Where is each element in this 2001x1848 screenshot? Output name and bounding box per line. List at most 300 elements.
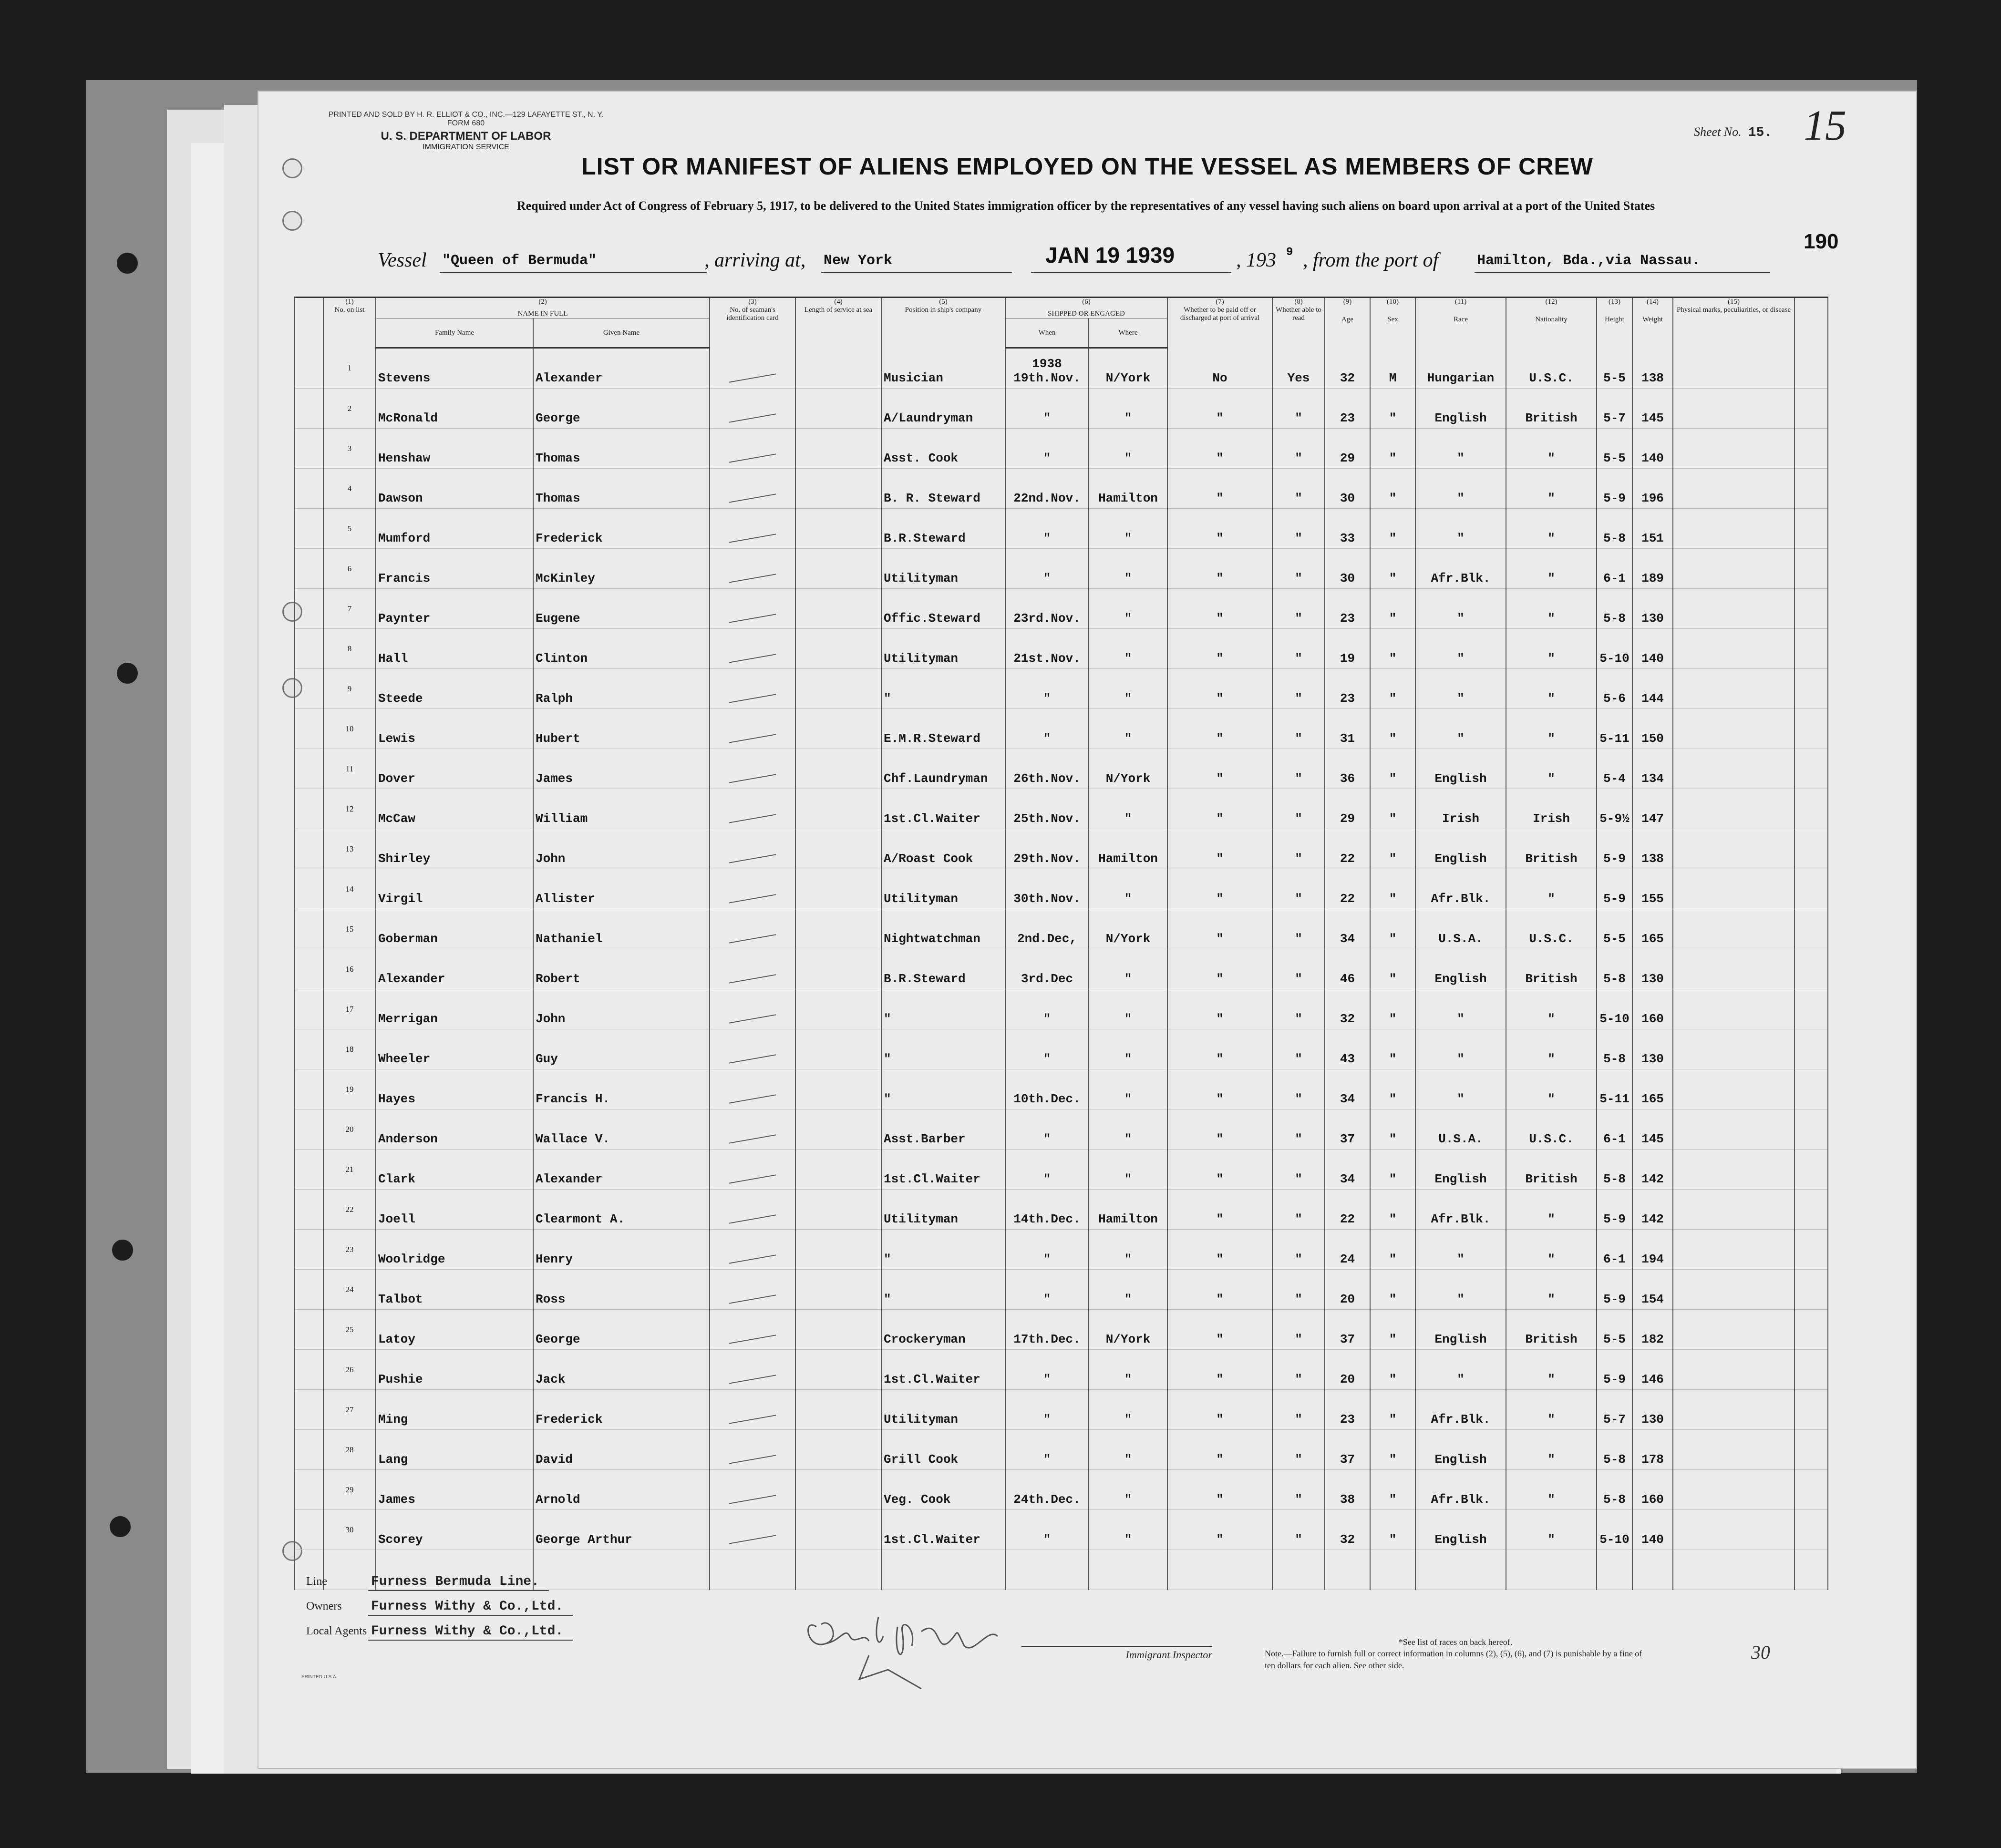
cell-mark bbox=[295, 749, 323, 789]
cell-no: 12 bbox=[323, 789, 376, 829]
cell-len bbox=[795, 749, 881, 789]
cell-when: " bbox=[1005, 549, 1089, 589]
cell-blank bbox=[1795, 1150, 1828, 1190]
cell-card bbox=[710, 669, 795, 709]
cell-family: Latoy bbox=[376, 1310, 533, 1350]
cell-race: U.S.A. bbox=[1415, 1109, 1506, 1150]
card-dash-mark bbox=[729, 1535, 776, 1544]
cell-family: Lewis bbox=[376, 709, 533, 749]
cell-weight: 145 bbox=[1632, 389, 1673, 429]
card-dash-mark bbox=[729, 694, 776, 703]
table-row bbox=[295, 348, 1828, 389]
cell-race: U.S.A. bbox=[1415, 909, 1506, 949]
cell-paid: " bbox=[1167, 1150, 1272, 1190]
cell-read: " bbox=[1272, 869, 1325, 909]
cell-race: " bbox=[1415, 589, 1506, 629]
cell-len bbox=[795, 1510, 881, 1550]
cell-when: " bbox=[1005, 1270, 1089, 1310]
cell-position: Utilityman bbox=[881, 1390, 1005, 1430]
table-row bbox=[295, 469, 1828, 509]
cell-marks bbox=[1673, 589, 1795, 629]
cell-marks bbox=[1673, 989, 1795, 1029]
cell-height: 5-5 bbox=[1597, 348, 1632, 389]
cell-height: 5-7 bbox=[1597, 389, 1632, 429]
date-underline bbox=[1031, 272, 1231, 273]
cell-read: " bbox=[1272, 1029, 1325, 1069]
cell-race: English bbox=[1415, 949, 1506, 989]
cell-given: Frederick bbox=[533, 1390, 710, 1430]
card-dash-mark bbox=[729, 493, 776, 503]
cell-empty bbox=[1597, 1550, 1632, 1590]
cell-len bbox=[795, 989, 881, 1029]
cell-where: " bbox=[1089, 1470, 1167, 1510]
cell-when: " bbox=[1005, 509, 1089, 549]
cell-weight: 154 bbox=[1632, 1270, 1673, 1310]
cell-when: " bbox=[1005, 1350, 1089, 1390]
table-row bbox=[295, 1069, 1828, 1109]
cell-height: 5-9 bbox=[1597, 1350, 1632, 1390]
table-row bbox=[295, 829, 1828, 869]
cell-age: 33 bbox=[1325, 509, 1370, 549]
cell-card bbox=[710, 1350, 795, 1390]
footer-line bbox=[306, 1574, 573, 1599]
cell-card bbox=[710, 869, 795, 909]
cell-sex: M bbox=[1370, 348, 1415, 389]
cell-age: 32 bbox=[1325, 989, 1370, 1029]
cell-mark bbox=[295, 989, 323, 1029]
cell-age: 23 bbox=[1325, 1390, 1370, 1430]
cell-age: 37 bbox=[1325, 1430, 1370, 1470]
cell-len bbox=[795, 949, 881, 989]
cell-nat: " bbox=[1506, 1230, 1597, 1270]
cell-position: Veg. Cook bbox=[881, 1470, 1005, 1510]
sheet-number-label: Sheet No. bbox=[1694, 125, 1742, 139]
cell-when: 23rd.Nov. bbox=[1005, 589, 1089, 629]
table-row bbox=[295, 1470, 1828, 1510]
cell-weight: 140 bbox=[1632, 1510, 1673, 1550]
cell-no: 19 bbox=[323, 1069, 376, 1109]
cell-where: " bbox=[1089, 949, 1167, 989]
footer-note bbox=[1265, 1636, 1646, 1671]
cell-no: 2 bbox=[323, 389, 376, 429]
cell-blank bbox=[1795, 1310, 1828, 1350]
cell-sex: " bbox=[1370, 1470, 1415, 1510]
cell-family: Dover bbox=[376, 749, 533, 789]
cell-marks bbox=[1673, 1109, 1795, 1150]
table-row bbox=[295, 669, 1828, 709]
cell-height: 5-8 bbox=[1597, 1430, 1632, 1470]
cell-weight: 130 bbox=[1632, 1029, 1673, 1069]
sheet-number-value: 15. bbox=[1748, 125, 1773, 140]
cell-paid: " bbox=[1167, 789, 1272, 829]
cell-when: 21st.Nov. bbox=[1005, 629, 1089, 669]
cell-race: " bbox=[1415, 1350, 1506, 1390]
printer-line: PRINTED AND SOLD BY H. R. ELLIOT & CO., INC.—129 LAFAYETTE ST., N. Y. bbox=[328, 111, 604, 119]
cell-marks bbox=[1673, 549, 1795, 589]
cell-weight: 182 bbox=[1632, 1310, 1673, 1350]
cell-position: Utilityman bbox=[881, 629, 1005, 669]
cell-no: 14 bbox=[323, 869, 376, 909]
card-dash-mark bbox=[729, 1495, 776, 1504]
cell-read: " bbox=[1272, 589, 1325, 629]
cell-read: " bbox=[1272, 1390, 1325, 1430]
cell-no: 3 bbox=[323, 429, 376, 469]
cell-card bbox=[710, 429, 795, 469]
cell-given: Henry bbox=[533, 1230, 710, 1270]
card-dash-mark bbox=[729, 1014, 776, 1023]
cell-mark bbox=[295, 1069, 323, 1109]
cell-mark bbox=[295, 829, 323, 869]
cell-read: " bbox=[1272, 669, 1325, 709]
cell-weight: 178 bbox=[1632, 1430, 1673, 1470]
cell-paid: " bbox=[1167, 469, 1272, 509]
cell-where: " bbox=[1089, 549, 1167, 589]
cell-marks bbox=[1673, 709, 1795, 749]
cell-read: " bbox=[1272, 629, 1325, 669]
cell-family: Pushie bbox=[376, 1350, 533, 1390]
cell-marks bbox=[1673, 1390, 1795, 1430]
cell-where: Hamilton bbox=[1089, 829, 1167, 869]
col-number: (1) No. on list bbox=[323, 298, 376, 348]
cell-nat: " bbox=[1506, 989, 1597, 1029]
table-row bbox=[295, 1109, 1828, 1150]
table-row bbox=[295, 909, 1828, 949]
cell-marks bbox=[1673, 909, 1795, 949]
cell-where: " bbox=[1089, 989, 1167, 1029]
cell-read: " bbox=[1272, 389, 1325, 429]
cell-race: " bbox=[1415, 1069, 1506, 1109]
cell-age: 20 bbox=[1325, 1350, 1370, 1390]
card-dash-mark bbox=[729, 934, 776, 943]
cell-where: N/York bbox=[1089, 1310, 1167, 1350]
cell-race: Afr.Blk. bbox=[1415, 1390, 1506, 1430]
cell-given: Francis H. bbox=[533, 1069, 710, 1109]
cell-race: English bbox=[1415, 389, 1506, 429]
cell-marks bbox=[1673, 1350, 1795, 1390]
vessel-name: "Queen of Bermuda" bbox=[442, 253, 597, 269]
cell-mark bbox=[295, 869, 323, 909]
cell-weight: 138 bbox=[1632, 829, 1673, 869]
cell-where: " bbox=[1089, 509, 1167, 549]
cell-mark bbox=[295, 1470, 323, 1510]
handwritten-sheet-number: 15 bbox=[1804, 102, 1846, 149]
cell-given: John bbox=[533, 829, 710, 869]
card-dash-mark bbox=[729, 534, 776, 543]
cell-len bbox=[795, 1150, 881, 1190]
cell-nat: U.S.C. bbox=[1506, 1109, 1597, 1150]
vessel-label: Vessel bbox=[378, 249, 427, 271]
col-where: Where bbox=[1089, 318, 1167, 348]
col-id-card: (3) No. of seaman's identification card bbox=[710, 298, 795, 348]
cell-given: Hubert bbox=[533, 709, 710, 749]
cell-sex: " bbox=[1370, 709, 1415, 749]
cell-marks bbox=[1673, 509, 1795, 549]
cell-family: McCaw bbox=[376, 789, 533, 829]
cell-mark bbox=[295, 348, 323, 389]
cell-when: 24th.Dec. bbox=[1005, 1470, 1089, 1510]
cell-read: " bbox=[1272, 549, 1325, 589]
table-row bbox=[295, 1390, 1828, 1430]
cell-no: 22 bbox=[323, 1190, 376, 1230]
table-row bbox=[295, 389, 1828, 429]
cell-sex: " bbox=[1370, 509, 1415, 549]
form-number: FORM 680 bbox=[447, 119, 485, 127]
table-row bbox=[295, 1270, 1828, 1310]
col-when: When bbox=[1005, 318, 1089, 348]
cell-read: " bbox=[1272, 1470, 1325, 1510]
cell-where: " bbox=[1089, 1109, 1167, 1150]
cell-when: " bbox=[1005, 989, 1089, 1029]
cell-nat: " bbox=[1506, 469, 1597, 509]
col-age: (9) Age bbox=[1325, 298, 1370, 348]
department-header bbox=[311, 130, 621, 152]
binder-ring bbox=[282, 211, 302, 231]
cell-empty bbox=[710, 1550, 795, 1590]
cell-family: Mumford bbox=[376, 509, 533, 549]
cell-read: " bbox=[1272, 789, 1325, 829]
card-dash-mark bbox=[729, 1294, 776, 1304]
cell-height: 5-9 bbox=[1597, 869, 1632, 909]
cell-paid: " bbox=[1167, 1350, 1272, 1390]
cell-age: 29 bbox=[1325, 789, 1370, 829]
sheet-number bbox=[1694, 125, 1772, 140]
col-given-name: Given Name bbox=[533, 318, 710, 348]
cell-mark bbox=[295, 389, 323, 429]
cell-mark bbox=[295, 1109, 323, 1150]
cell-position: Crockeryman bbox=[881, 1310, 1005, 1350]
cell-weight: 147 bbox=[1632, 789, 1673, 829]
cell-blank bbox=[1795, 629, 1828, 669]
card-dash-mark bbox=[729, 814, 776, 823]
cell-position: Asst. Cook bbox=[881, 429, 1005, 469]
cell-age: 46 bbox=[1325, 949, 1370, 989]
cell-blank bbox=[1795, 348, 1828, 389]
cell-where: " bbox=[1089, 1350, 1167, 1390]
cell-height: 5-8 bbox=[1597, 1029, 1632, 1069]
cell-paid: " bbox=[1167, 1390, 1272, 1430]
col-race: (11) Race bbox=[1415, 298, 1506, 348]
cell-family: Ming bbox=[376, 1390, 533, 1430]
cell-len bbox=[795, 389, 881, 429]
cell-paid: " bbox=[1167, 869, 1272, 909]
cell-card bbox=[710, 949, 795, 989]
cell-race: English bbox=[1415, 1430, 1506, 1470]
cell-paid: " bbox=[1167, 669, 1272, 709]
cell-nat: " bbox=[1506, 1470, 1597, 1510]
cell-when: 2nd.Dec, bbox=[1005, 909, 1089, 949]
cell-card bbox=[710, 348, 795, 389]
cell-card bbox=[710, 829, 795, 869]
cell-where: " bbox=[1089, 1029, 1167, 1069]
cell-position: " bbox=[881, 669, 1005, 709]
cell-paid: " bbox=[1167, 909, 1272, 949]
cell-given: Jack bbox=[533, 1350, 710, 1390]
cell-when: " bbox=[1005, 389, 1089, 429]
card-dash-mark bbox=[729, 1214, 776, 1223]
cell-read: Yes bbox=[1272, 348, 1325, 389]
cell-height: 5-4 bbox=[1597, 749, 1632, 789]
cell-mark bbox=[295, 469, 323, 509]
cell-position: A/Laundryman bbox=[881, 389, 1005, 429]
cell-no: 15 bbox=[323, 909, 376, 949]
cell-where: " bbox=[1089, 1069, 1167, 1109]
cell-family: Stevens bbox=[376, 348, 533, 389]
cell-mark bbox=[295, 669, 323, 709]
table-row bbox=[295, 949, 1828, 989]
cell-len bbox=[795, 789, 881, 829]
cell-blank bbox=[1795, 1390, 1828, 1430]
cell-nat: British bbox=[1506, 389, 1597, 429]
cell-race: Hungarian bbox=[1415, 348, 1506, 389]
cell-weight: 134 bbox=[1632, 749, 1673, 789]
cell-position: B.R.Steward bbox=[881, 949, 1005, 989]
cell-mark bbox=[295, 509, 323, 549]
cell-family: Clark bbox=[376, 1150, 533, 1190]
cell-mark bbox=[295, 1150, 323, 1190]
cell-position: Asst.Barber bbox=[881, 1109, 1005, 1150]
cell-given: Allister bbox=[533, 869, 710, 909]
cell-card bbox=[710, 1029, 795, 1069]
card-dash-mark bbox=[729, 1094, 776, 1103]
card-dash-mark bbox=[729, 1054, 776, 1063]
cell-family: Joell bbox=[376, 1190, 533, 1230]
cell-age: 23 bbox=[1325, 589, 1370, 629]
year-digit: 9 bbox=[1286, 246, 1293, 259]
cell-where: " bbox=[1089, 429, 1167, 469]
cell-nat: " bbox=[1506, 749, 1597, 789]
cell-sex: " bbox=[1370, 1150, 1415, 1190]
cell-position: B.R.Steward bbox=[881, 509, 1005, 549]
cell-marks bbox=[1673, 749, 1795, 789]
table-row bbox=[295, 1029, 1828, 1069]
cell-position: B. R. Steward bbox=[881, 469, 1005, 509]
cell-height: 5-5 bbox=[1597, 909, 1632, 949]
cell-family: Woolridge bbox=[376, 1230, 533, 1270]
cell-when bbox=[1005, 348, 1089, 389]
cell-len bbox=[795, 589, 881, 629]
cell-paid: " bbox=[1167, 1510, 1272, 1550]
cell-height: 5-9 bbox=[1597, 1270, 1632, 1310]
cell-read: " bbox=[1272, 429, 1325, 469]
cell-height: 5-11 bbox=[1597, 1069, 1632, 1109]
col-service-length: (4) Length of service at sea bbox=[795, 298, 881, 348]
table-row bbox=[295, 589, 1828, 629]
cell-age: 19 bbox=[1325, 629, 1370, 669]
cell-weight: 194 bbox=[1632, 1230, 1673, 1270]
line-label: Line bbox=[306, 1575, 327, 1588]
cell-nat: " bbox=[1506, 1270, 1597, 1310]
cell-no: 9 bbox=[323, 669, 376, 709]
cell-height: 5-9½ bbox=[1597, 789, 1632, 829]
cell-race: Irish bbox=[1415, 789, 1506, 829]
cell-nat: " bbox=[1506, 1029, 1597, 1069]
cell-blank bbox=[1795, 949, 1828, 989]
col-position: (5) Position in ship's company bbox=[881, 298, 1005, 348]
cell-blank bbox=[1795, 389, 1828, 429]
cell-when: " bbox=[1005, 1109, 1089, 1150]
cell-read: " bbox=[1272, 1069, 1325, 1109]
cell-height: 6-1 bbox=[1597, 1230, 1632, 1270]
cell-height: 5-5 bbox=[1597, 429, 1632, 469]
cell-read: " bbox=[1272, 1109, 1325, 1150]
cell-read: " bbox=[1272, 1190, 1325, 1230]
cell-len bbox=[795, 1190, 881, 1230]
card-dash-mark bbox=[729, 1134, 776, 1143]
cell-nat: " bbox=[1506, 669, 1597, 709]
cell-race: " bbox=[1415, 1230, 1506, 1270]
cell-marks bbox=[1673, 1230, 1795, 1270]
cell-len bbox=[795, 469, 881, 509]
cell-mark bbox=[295, 949, 323, 989]
note-text: Note.—Failure to furnish full or correct information in columns (2), (5), (6), and (7) is punishable by a fine of ten dollars for each alien. See other side. bbox=[1265, 1649, 1642, 1670]
card-dash-mark bbox=[729, 774, 776, 783]
cell-sex: " bbox=[1370, 389, 1415, 429]
cell-card bbox=[710, 1230, 795, 1270]
cell-len bbox=[795, 509, 881, 549]
cell-where: Hamilton bbox=[1089, 469, 1167, 509]
cell-sex: " bbox=[1370, 1109, 1415, 1150]
cell-nat: Irish bbox=[1506, 789, 1597, 829]
cell-marks bbox=[1673, 1430, 1795, 1470]
cell-nat: " bbox=[1506, 629, 1597, 669]
cell-marks bbox=[1673, 629, 1795, 669]
cell-weight: 189 bbox=[1632, 549, 1673, 589]
cell-blank bbox=[1795, 789, 1828, 829]
cell-given: Thomas bbox=[533, 469, 710, 509]
cell-sex: " bbox=[1370, 629, 1415, 669]
col-able-to-read: (8) Whether able to read bbox=[1272, 298, 1325, 348]
cell-card bbox=[710, 389, 795, 429]
cell-mark bbox=[295, 1270, 323, 1310]
cell-marks bbox=[1673, 1190, 1795, 1230]
punch-hole bbox=[117, 663, 138, 684]
table-row bbox=[295, 869, 1828, 909]
cell-marks bbox=[1673, 429, 1795, 469]
cell-race: " bbox=[1415, 469, 1506, 509]
cell-height: 5-10 bbox=[1597, 629, 1632, 669]
cell-sex: " bbox=[1370, 669, 1415, 709]
cell-when: " bbox=[1005, 1390, 1089, 1430]
table-row bbox=[295, 789, 1828, 829]
cell-marks bbox=[1673, 389, 1795, 429]
cell-position: " bbox=[881, 1270, 1005, 1310]
cell-nat: " bbox=[1506, 549, 1597, 589]
cell-race: Afr.Blk. bbox=[1415, 869, 1506, 909]
card-dash-mark bbox=[729, 654, 776, 663]
cell-when: 14th.Dec. bbox=[1005, 1190, 1089, 1230]
cell-card bbox=[710, 589, 795, 629]
manifest-sheet bbox=[258, 91, 1917, 1769]
cell-no: 24 bbox=[323, 1270, 376, 1310]
cell-when: 22nd.Nov. bbox=[1005, 469, 1089, 509]
cell-len bbox=[795, 1069, 881, 1109]
cell-family: Goberman bbox=[376, 909, 533, 949]
cell-position: A/Roast Cook bbox=[881, 829, 1005, 869]
cell-weight: 165 bbox=[1632, 909, 1673, 949]
cell-where: " bbox=[1089, 709, 1167, 749]
table-row bbox=[295, 1190, 1828, 1230]
page-subtitle: Required under Act of Congress of February 5, 1917, to be delivered to the United States immigration officer by the representatives of any vessel having such aliens on board upon arrival at a port of the United States bbox=[516, 199, 1655, 213]
table-row bbox=[295, 1150, 1828, 1190]
cell-blank bbox=[1795, 589, 1828, 629]
col-family-name: Family Name bbox=[376, 318, 533, 348]
cell-height: 5-7 bbox=[1597, 1390, 1632, 1430]
cell-position: " bbox=[881, 989, 1005, 1029]
card-dash-mark bbox=[729, 614, 776, 623]
cell-height: 5-9 bbox=[1597, 469, 1632, 509]
cell-mark bbox=[295, 429, 323, 469]
cell-read: " bbox=[1272, 949, 1325, 989]
